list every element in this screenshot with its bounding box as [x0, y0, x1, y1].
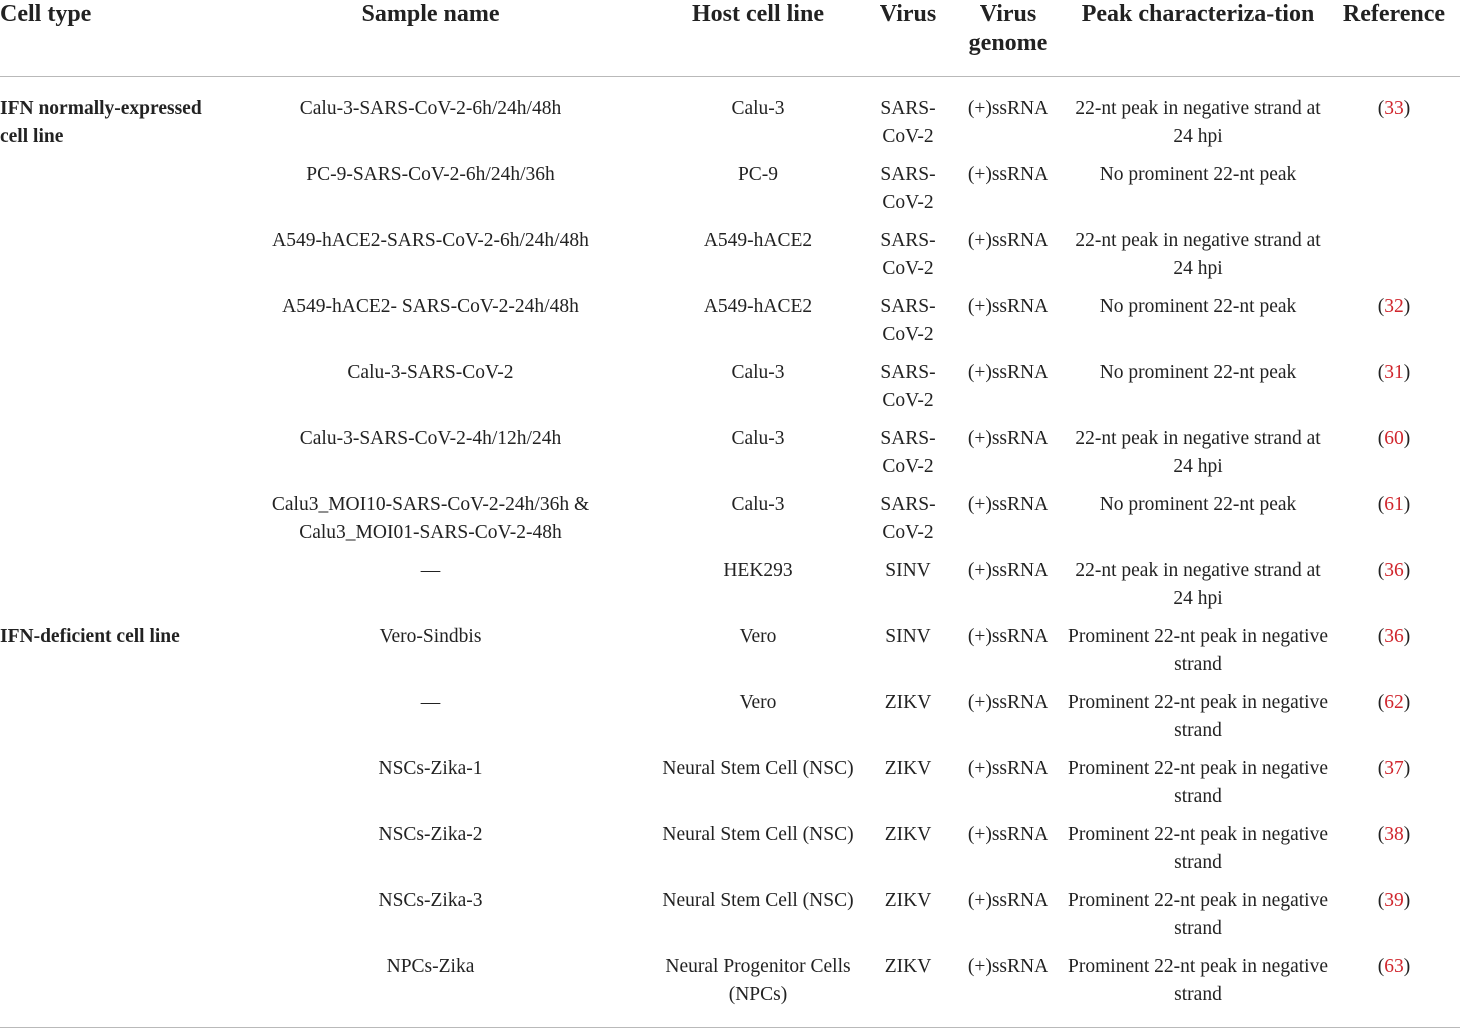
virus-cell: SARS-CoV-2 [880, 164, 936, 213]
cell-type-cell: IFN normally-expressed cell line [0, 98, 202, 147]
reference-link[interactable]: 63 [1384, 956, 1404, 977]
virus-genome-cell: (+)ssRNA [967, 890, 1049, 911]
virus-genome-cell: (+)ssRNA [967, 560, 1049, 581]
sample-name-cell: A549-hACE2-SARS-CoV-2-6h/24h/48h [272, 230, 589, 251]
table-row [0, 821, 1460, 887]
reference-cell: (31) [1377, 362, 1411, 383]
reference-cell: (38) [1377, 824, 1411, 845]
sample-name-cell: NPCs-Zika [386, 956, 475, 977]
reference-cell: (37) [1377, 758, 1411, 779]
virus-genome-cell: (+)ssRNA [967, 362, 1049, 383]
reference-cell: (39) [1377, 890, 1411, 911]
virus-cell: SARS-CoV-2 [880, 494, 936, 543]
host-cell-line-cell: Neural Stem Cell (NSC) [662, 824, 854, 845]
cell-type-cell [0, 755, 213, 821]
host-cell-line-cell: Calu-3 [731, 494, 785, 515]
sample-name-cell: PC-9-SARS-CoV-2-6h/24h/36h [306, 164, 555, 185]
virus-genome-cell: (+)ssRNA [967, 692, 1049, 713]
reference-link[interactable]: 60 [1384, 428, 1404, 449]
sample-name-cell: NSCs-Zika-3 [378, 890, 483, 911]
table-row [0, 491, 1460, 557]
table-row [0, 161, 1460, 227]
peak-characterization-cell: Prominent 22-nt peak in negative strand [1068, 758, 1328, 807]
virus-cell: SARS-CoV-2 [880, 296, 936, 345]
header-peak-characterization: Peak characteriza-tion [1081, 1, 1315, 27]
virus-genome-cell: (+)ssRNA [967, 428, 1049, 449]
sample-name-cell: NSCs-Zika-2 [378, 824, 483, 845]
reference-link[interactable]: 37 [1384, 758, 1404, 779]
header-reference: Reference [1342, 1, 1446, 27]
host-cell-line-cell: Vero [739, 692, 777, 713]
table-body [0, 77, 1460, 1020]
peak-characterization-cell: Prominent 22-nt peak in negative strand [1068, 824, 1328, 873]
host-cell-line-cell: Vero [739, 626, 777, 647]
peak-characterization-cell: No prominent 22-nt peak [1099, 362, 1297, 383]
host-cell-line-cell: PC-9 [737, 164, 779, 185]
reference-link[interactable]: 61 [1384, 494, 1404, 515]
peak-characterization-cell: Prominent 22-nt peak in negative strand [1068, 890, 1328, 939]
sample-name-cell: Calu-3-SARS-CoV-2 [347, 362, 514, 383]
peak-characterization-cell: No prominent 22-nt peak [1099, 494, 1297, 515]
virus-cell: SINV [885, 560, 931, 581]
virus-cell: SARS-CoV-2 [880, 230, 936, 279]
cell-type-cell [0, 425, 213, 491]
cell-type-cell [0, 293, 213, 359]
bottom-rule [0, 1027, 1460, 1028]
reference-cell: (36) [1377, 626, 1411, 647]
cell-type-cell [0, 953, 213, 1019]
virus-cell: ZIKV [884, 824, 932, 845]
host-cell-line-cell: HEK293 [723, 560, 793, 581]
host-cell-line-cell: Calu-3 [731, 362, 785, 383]
sample-name-cell: Calu-3-SARS-CoV-2-6h/24h/48h [299, 98, 562, 119]
reference-link[interactable]: 36 [1384, 560, 1404, 581]
table-row [0, 623, 1460, 689]
table-header [0, 0, 1460, 77]
peak-characterization-cell: No prominent 22-nt peak [1099, 164, 1297, 185]
table-row [0, 887, 1460, 953]
reference-cell [1328, 161, 1460, 227]
virus-genome-cell: (+)ssRNA [967, 296, 1049, 317]
reference-link[interactable]: 33 [1384, 98, 1404, 119]
sample-name-cell: NSCs-Zika-1 [378, 758, 483, 779]
reference-cell [1328, 227, 1460, 293]
table-row [0, 77, 1460, 162]
cell-type-cell [0, 227, 213, 293]
host-cell-line-cell: Calu-3 [731, 428, 785, 449]
host-cell-line-cell: A549-hACE2 [703, 230, 813, 251]
virus-cell: ZIKV [884, 758, 932, 779]
virus-genome-cell: (+)ssRNA [967, 824, 1049, 845]
reference-link[interactable]: 39 [1384, 890, 1404, 911]
peak-characterization-cell: 22-nt peak in negative strand at 24 hpi [1075, 98, 1321, 147]
cell-type-cell [0, 359, 213, 425]
virus-cell: ZIKV [884, 956, 932, 977]
sample-name-cell: A549-hACE2- SARS-CoV-2-24h/48h [282, 296, 579, 317]
peak-characterization-cell: No prominent 22-nt peak [1099, 296, 1297, 317]
peak-characterization-cell: 22-nt peak in negative strand at 24 hpi [1075, 428, 1321, 477]
virus-genome-cell: (+)ssRNA [967, 494, 1049, 515]
cell-type-cell: IFN-deficient cell line [0, 626, 180, 647]
host-cell-line-cell: A549-hACE2 [703, 296, 813, 317]
host-cell-line-cell: Neural Stem Cell (NSC) [662, 890, 854, 911]
table-row [0, 359, 1460, 425]
reference-cell: (33) [1377, 98, 1411, 119]
virus-genome-cell: (+)ssRNA [967, 164, 1049, 185]
host-cell-line-cell: Neural Stem Cell (NSC) [662, 758, 854, 779]
virus-cell: ZIKV [884, 692, 932, 713]
reference-cell: (62) [1377, 692, 1411, 713]
reference-cell: (36) [1377, 560, 1411, 581]
virus-genome-cell: (+)ssRNA [967, 956, 1049, 977]
header-sample-name: Sample name [361, 1, 500, 27]
virus-genome-cell: (+)ssRNA [967, 758, 1049, 779]
cell-type-cell [0, 557, 213, 623]
host-cell-line-cell: Neural Progenitor Cells (NPCs) [665, 956, 851, 1005]
cell-type-cell [0, 161, 213, 227]
reference-link[interactable]: 32 [1384, 296, 1404, 317]
cell-type-cell [0, 689, 213, 755]
reference-link[interactable]: 36 [1384, 626, 1404, 647]
reference-link[interactable]: 38 [1384, 824, 1404, 845]
virus-cell: SARS-CoV-2 [880, 428, 936, 477]
sample-name-cell: Vero-Sindbis [379, 626, 482, 647]
virus-cell: ZIKV [884, 890, 932, 911]
header-host-cell-line: Host cell line [692, 1, 824, 27]
reference-cell: (61) [1377, 494, 1411, 515]
sample-name-cell: Calu-3-SARS-CoV-2-4h/12h/24h [299, 428, 562, 449]
virus-genome-cell: (+)ssRNA [967, 230, 1049, 251]
host-cell-line-cell: Calu-3 [731, 98, 785, 119]
cell-type-cell [0, 887, 213, 953]
reference-cell: (32) [1377, 296, 1411, 317]
table-row [0, 425, 1460, 491]
cell-type-cell [0, 821, 213, 887]
table-row [0, 227, 1460, 293]
table-row [0, 953, 1460, 1019]
cell-type-cell [0, 491, 213, 557]
header-cell-type: Cell type [0, 1, 92, 27]
reference-cell: (60) [1377, 428, 1411, 449]
virus-cell: SINV [885, 626, 931, 647]
reference-cell: (63) [1377, 956, 1411, 977]
header-virus-genome: Virus genome [968, 1, 1048, 56]
peak-characterization-cell: 22-nt peak in negative strand at 24 hpi [1075, 560, 1321, 609]
sample-name-cell: — [420, 560, 441, 581]
peak-characterization-cell: 22-nt peak in negative strand at 24 hpi [1075, 230, 1321, 279]
header-virus: Virus [879, 1, 937, 27]
virus-genome-cell: (+)ssRNA [967, 626, 1049, 647]
sample-name-cell: Calu3_MOI10-SARS-CoV-2-24h/36h & Calu3_MOI01-SARS-CoV-2-48h [271, 494, 590, 543]
reference-link[interactable]: 62 [1384, 692, 1404, 713]
table-row [0, 755, 1460, 821]
virus-cell: SARS-CoV-2 [880, 98, 936, 147]
peak-characterization-cell: Prominent 22-nt peak in negative strand [1068, 692, 1328, 741]
reference-link[interactable]: 31 [1384, 362, 1404, 383]
table-row [0, 293, 1460, 359]
table-row [0, 689, 1460, 755]
virus-genome-cell: (+)ssRNA [967, 98, 1049, 119]
peak-characterization-cell: Prominent 22-nt peak in negative strand [1068, 626, 1328, 675]
table-row [0, 557, 1460, 623]
virus-cell: SARS-CoV-2 [880, 362, 936, 411]
sample-name-cell: — [420, 692, 441, 713]
peak-characterization-cell: Prominent 22-nt peak in negative strand [1068, 956, 1328, 1005]
